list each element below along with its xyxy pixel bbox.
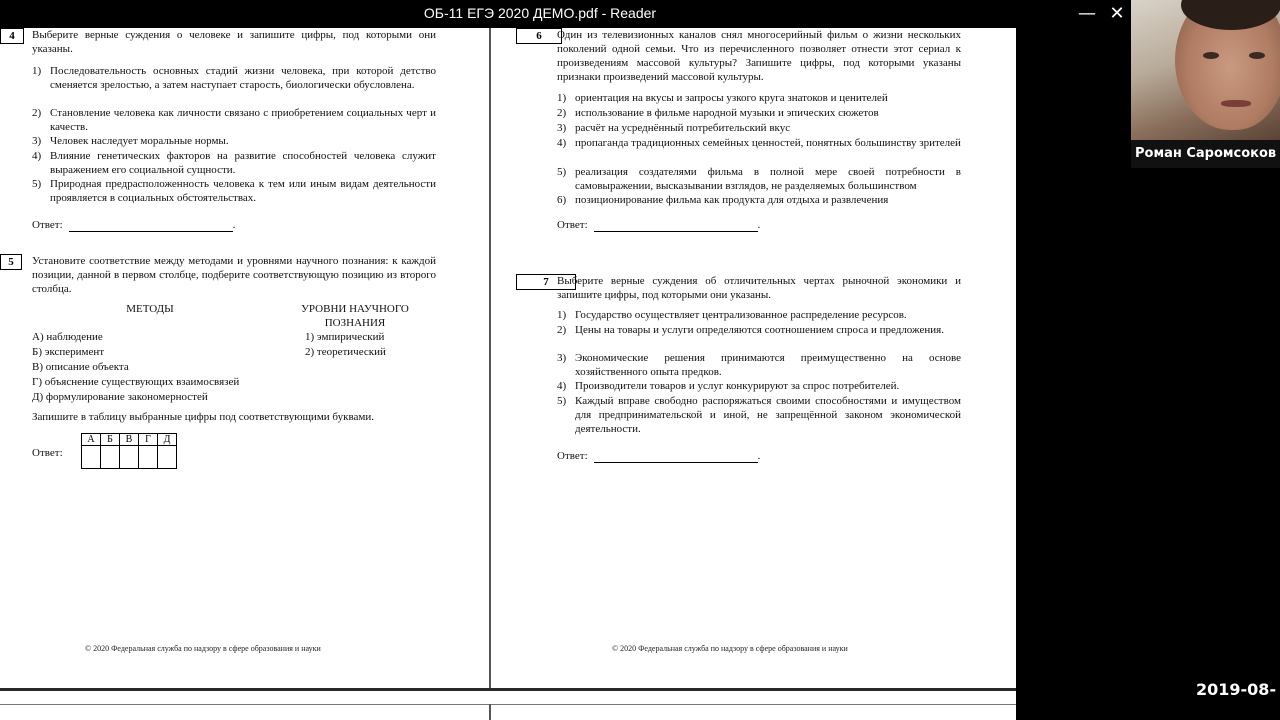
- q4-option-1: 1) Последовательность основных стадий жизни человека, при которой детство сменяется зрелостью, а затем наступает старость, биологически обусловлена.: [32, 65, 436, 91]
- method-b: Б) эксперимент: [32, 346, 105, 358]
- level-2: 2) теоретический: [305, 346, 386, 358]
- q7-option-3: 3) Экономические решения принимаются преимущественно на основе хозяйственного опыта предков.: [557, 352, 961, 378]
- q6-option-1: 1) ориентация на вкусы и запросы узкого круга знатоков и ценителей: [557, 92, 888, 104]
- level-1: 1) эмпирический: [305, 331, 385, 343]
- window-title: ОБ-11 ЕГЭ 2020 ДЕМО.pdf - Reader: [423, 5, 657, 21]
- table-header-cell: В: [120, 434, 139, 446]
- title-bar: [0, 0, 1130, 28]
- q5-instruction: Запишите в таблицу выбранные цифры под соответствующими буквами.: [32, 411, 374, 423]
- q4-option-5: 5) Природная предрасположенность человека к тем или иным видам деятельности проявляется в социальных обстоятельствах.: [32, 178, 436, 204]
- pdf-viewer[interactable]: [0, 28, 1016, 720]
- answer-label: Ответ:: [557, 219, 588, 231]
- table-header-cell: А: [82, 434, 101, 446]
- method-d: Д) формулирование закономерностей: [32, 391, 208, 403]
- close-button[interactable]: ✕: [1109, 3, 1125, 24]
- q6-option-2: 2) использование в фильме народной музыки и эпических сюжетов: [557, 107, 879, 119]
- q4-option-2: 2) Становление человека как личности связано с приобретением социальных черт и качеств.: [32, 107, 436, 133]
- page-divider: [489, 28, 491, 690]
- q7-option-1: 1) Государство осуществляет централизованное распределение ресурсов.: [557, 309, 907, 321]
- question-number-5: 5: [0, 254, 22, 270]
- page-footer-left: © 2020 Федеральная служба по надзору в сфере образования и науки: [85, 644, 321, 653]
- question-number-6: 6: [516, 28, 562, 44]
- page-divider-next: [489, 704, 491, 720]
- q5-answer-label: Ответ:: [32, 447, 63, 459]
- table-header-cell: Д: [158, 434, 177, 446]
- date-overlay: 2019-08-: [1196, 680, 1277, 699]
- methods-column-header: МЕТОДЫ: [126, 303, 174, 315]
- question-number-4: 4: [0, 28, 24, 44]
- next-page-edge: [0, 704, 1016, 705]
- question-7-stem: Выберите верные суждения об отличительных чертах рыночной экономики и запишите цифры, под которыми они указаны.: [557, 275, 961, 301]
- table-answer-cell[interactable]: [158, 446, 177, 469]
- question-number-7: 7: [516, 274, 576, 290]
- answer-label: Ответ:: [557, 450, 588, 462]
- q6-option-3: 3) расчёт на усреднённый потребительский вкус: [557, 122, 791, 134]
- webcam-video-tile[interactable]: [1131, 0, 1280, 140]
- table-answer-cell[interactable]: [82, 446, 101, 469]
- q6-option-5: 5) реализация создателями фильма в полной мере своей потребности в самовыражении, высказывании взглядов, не разделяемых большинством: [557, 166, 961, 192]
- table-answer-cell[interactable]: [120, 446, 139, 469]
- participant-eye: [1203, 52, 1219, 59]
- participant-eye: [1249, 52, 1265, 59]
- question-6-stem: Один из телевизионных каналов снял многосерийный фильм о жизни нескольких поколений одной семьи. Что из перечисленного позволяет отнести этот сериал к произведениям массовой культуры? Запишите цифры, под которыми указаны признаки произведений массовой культуры.: [557, 29, 961, 83]
- method-v: В) описание объекта: [32, 361, 129, 373]
- method-g: Г) объяснение существующих взаимосвязей: [32, 376, 240, 388]
- q6-answer-field[interactable]: Ответ: .: [557, 219, 761, 231]
- pdf-page-right: [492, 28, 1016, 688]
- table-header-cell: Г: [139, 434, 158, 446]
- q6-option-4: 4) пропаганда традиционных семейных ценностей, понятных большинству зрителей: [557, 137, 961, 149]
- levels-column-header: УРОВНИ НАУЧНОГО ПОЗНАНИЯ: [301, 303, 409, 329]
- table-answer-cell[interactable]: [101, 446, 120, 469]
- table-header-cell: Б: [101, 434, 120, 446]
- answer-table[interactable]: [81, 433, 177, 469]
- q4-answer-field[interactable]: Ответ: .: [32, 219, 236, 231]
- page-footer-right: © 2020 Федеральная служба по надзору в сфере образования и науки: [612, 644, 848, 653]
- next-page-preview: [0, 691, 1016, 720]
- q4-option-4: 4) Влияние генетических факторов на развитие способностей человека служит выражением его социальной сущности.: [32, 150, 436, 176]
- q7-answer-field[interactable]: Ответ: .: [557, 450, 761, 462]
- method-a: А) наблюдение: [32, 331, 103, 343]
- question-5-stem: Установите соответствие между методами и уровнями научного познания: к каждой позиции, данной в первом столбце, подберите соответствующую позицию из второго столбца.: [32, 255, 436, 295]
- pdf-page-left: [0, 28, 489, 688]
- q6-option-6: 6) позиционирование фильма как продукта для отдыха и развлечения: [557, 194, 889, 206]
- participant-name-label: Роман Саромсоков: [1131, 140, 1280, 168]
- q7-option-4: 4) Производители товаров и услуг конкурируют за спрос потребителей.: [557, 380, 900, 392]
- answer-label: Ответ:: [32, 219, 63, 231]
- minimize-button[interactable]: —: [1078, 3, 1096, 24]
- q7-option-2: 2) Цены на товары и услуги определяются соотношением спроса и предложения.: [557, 324, 944, 336]
- table-answer-cell[interactable]: [139, 446, 158, 469]
- q4-option-3: 3) Человек наследует моральные нормы.: [32, 135, 229, 147]
- participant-mouth: [1221, 100, 1251, 107]
- question-4-stem: Выберите верные суждения о человеке и запишите цифры, под которыми они указаны.: [32, 29, 436, 55]
- q7-option-5: 5) Каждый вправе свободно распоряжаться своими способностями и имуществом для предпринимательской и иной, не запрещённой законом экономической деятельности.: [557, 395, 961, 435]
